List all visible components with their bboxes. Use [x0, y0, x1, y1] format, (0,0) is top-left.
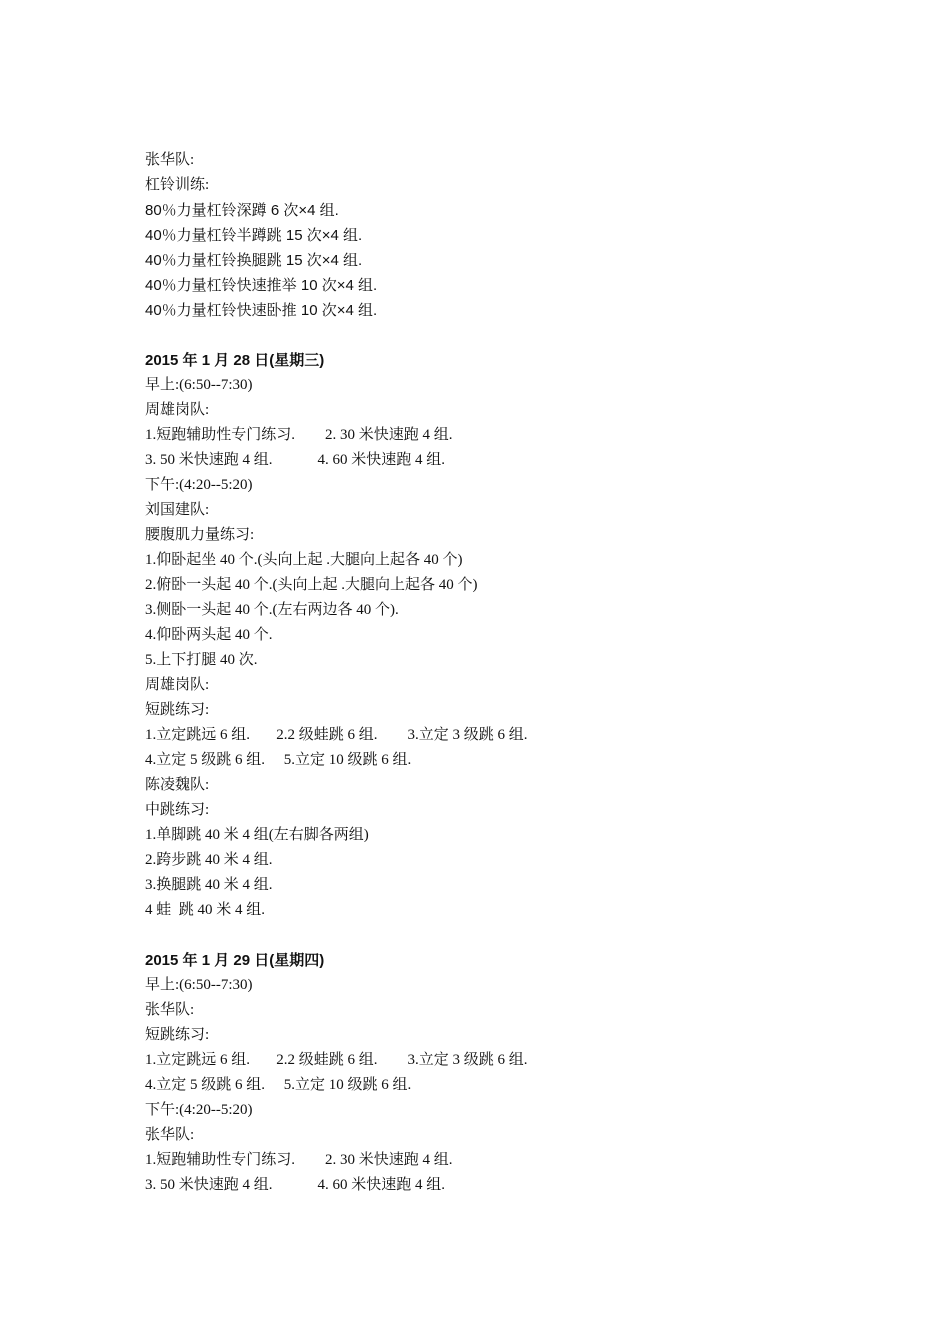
exercise-line: 1.仰卧起坐 40 个.(头向上起 .大腿向上起各 40 个) — [145, 552, 463, 568]
training-type-label: 短跳练习: — [145, 1027, 210, 1043]
document-body — [145, 148, 905, 1198]
exercise-line: 4.仰卧两头起 40 个. — [145, 627, 273, 643]
exercise-line: 1.单脚跳 40 米 4 组(左右脚各两组) — [145, 827, 369, 843]
team-label: 周雄岗队: — [145, 402, 210, 418]
exercise-line: 4.立定 5 级跳 6 组. 5.立定 10 级跳 6 组. — [145, 752, 412, 768]
exercise-line: 1.短跑辅助性专门练习. 2. 30 米快速跑 4 组. — [145, 427, 453, 443]
section-jan29 — [145, 948, 905, 1198]
exercise-line: 3.侧卧一头起 40 个.(左右两边各 40 个). — [145, 602, 399, 618]
session-time: 下午:(4:20--5:20) — [145, 477, 253, 493]
exercise-line: 1.短跑辅助性专门练习. 2. 30 米快速跑 4 组. — [145, 1152, 453, 1168]
exercise-line: 4 蛙 跳 40 米 4 组. — [145, 902, 266, 918]
section-jan28 — [145, 348, 905, 923]
team-label: 周雄岗队: — [145, 677, 210, 693]
exercise-line: 3. 50 米快速跑 4 组. 4. 60 米快速跑 4 组. — [145, 452, 446, 468]
exercise-line: 1.立定跳远 6 组. 2.2 级蛙跳 6 组. 3.立定 3 级跳 6 组. — [145, 1052, 528, 1068]
exercise-line: 2.俯卧一头起 40 个.(头向上起 .大腿向上起各 40 个) — [145, 577, 478, 593]
exercise-line: 40％力量杠铃快速推举 10 次×4 组. — [145, 277, 378, 294]
section-spacer — [145, 923, 905, 948]
exercise-line: 80％力量杠铃深蹲 6 次×4 组. — [145, 202, 339, 219]
team-label: 陈凌魏队: — [145, 777, 210, 793]
exercise-line: 4.立定 5 级跳 6 组. 5.立定 10 级跳 6 组. — [145, 1077, 412, 1093]
team-label: 张华队: — [145, 152, 195, 168]
exercise-line: 1.立定跳远 6 组. 2.2 级蛙跳 6 组. 3.立定 3 级跳 6 组. — [145, 727, 528, 743]
team-label: 张华队: — [145, 1002, 195, 1018]
date-heading: 2015 年 1 月 28 日(星期三) — [145, 352, 325, 369]
exercise-line: 40％力量杠铃快速卧推 10 次×4 组. — [145, 302, 378, 319]
exercise-line: 2.跨步跳 40 米 4 组. — [145, 852, 273, 868]
exercise-line: 3.换腿跳 40 米 4 组. — [145, 877, 273, 893]
session-time: 早上:(6:50--7:30) — [145, 977, 253, 993]
exercise-line: 3. 50 米快速跑 4 组. 4. 60 米快速跑 4 组. — [145, 1177, 446, 1193]
training-type-label: 杠铃训练: — [145, 177, 210, 193]
exercise-line: 40％力量杠铃半蹲跳 15 次×4 组. — [145, 227, 363, 244]
session-time: 早上:(6:50--7:30) — [145, 377, 253, 393]
training-type-label: 腰腹肌力量练习: — [145, 527, 255, 543]
team-label: 刘国建队: — [145, 502, 210, 518]
team-label: 张华队: — [145, 1127, 195, 1143]
exercise-line: 5.上下打腿 40 次. — [145, 652, 258, 668]
section-intro — [145, 148, 905, 323]
training-type-label: 中跳练习: — [145, 802, 210, 818]
session-time: 下午:(4:20--5:20) — [145, 1102, 253, 1118]
training-type-label: 短跳练习: — [145, 702, 210, 718]
section-spacer — [145, 323, 905, 348]
date-heading: 2015 年 1 月 29 日(星期四) — [145, 952, 325, 969]
exercise-line: 40％力量杠铃换腿跳 15 次×4 组. — [145, 252, 363, 269]
